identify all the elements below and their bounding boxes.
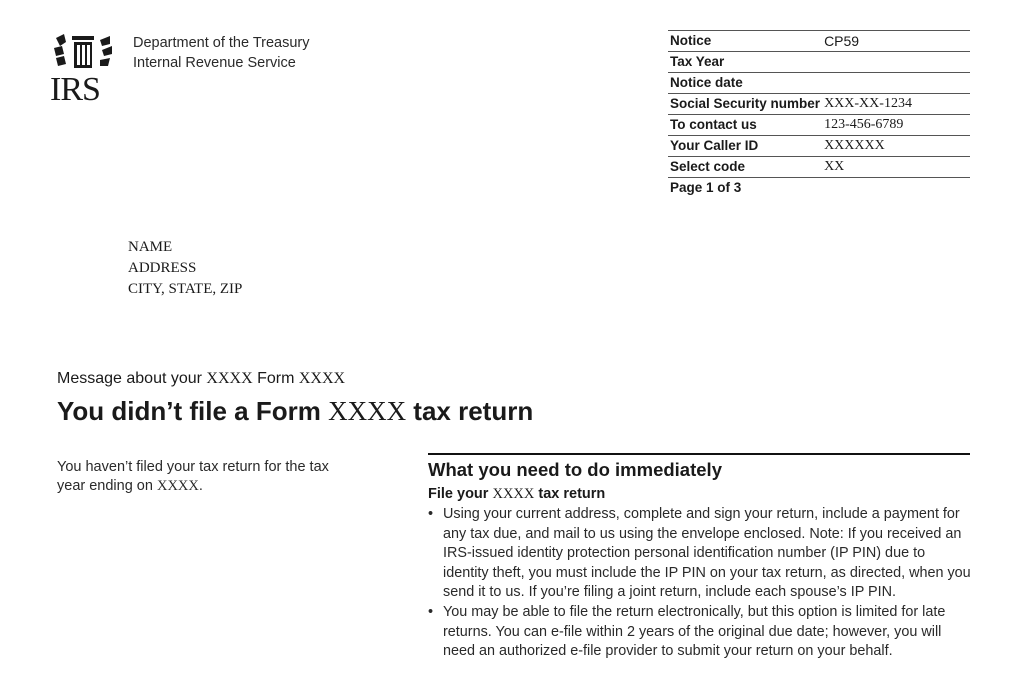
message-prefix: Message about your [57,370,207,387]
notice-info-label: Tax Year [668,52,822,73]
action-bullet-list [428,505,973,662]
notice-info-label: To contact us [668,115,822,136]
section-divider [428,453,970,455]
notice-info-row [668,157,970,178]
action-subtitle-prefix: File your [428,486,493,502]
list-item-text: Using your current address, complete and sign your return, include a payment for any tax due, and mail to us using the envelope enclosed. Note: If you received an IRS-issued identity protection personal identification number (IP PIN) due to identity theft, you must include the IP PIN on your tax return, as directed, when you send it to us. If you’re filing a joint return, include each spouse’s IP PIN. [443,506,971,601]
notice-info-label: Notice [668,31,822,52]
notice-info-label: Select code [668,157,822,178]
list-item-text: You may be able to file the return electronically, but this option is limited for late returns. You can e-file within 2 years of the original due date; however, you will need an authorized e-file provider to submit your return on your behalf. [443,603,946,660]
notice-info-label: Social Security number [668,94,822,115]
notice-info-value: XXX-XX-1234 [822,94,970,115]
notice-info-value: XXXXXX [822,136,970,157]
notice-info-value [822,73,970,94]
page-label-row [668,178,970,199]
message-middle: Form [252,370,299,387]
message-line [57,370,345,388]
bullet-dot: • [428,603,434,620]
notice-info-row [668,73,970,94]
notice-info-label: Your Caller ID [668,136,822,157]
action-title: What you need to do immediately [428,459,722,480]
agency-name [133,33,310,73]
notice-info-value: CP59 [822,31,970,52]
page-label: Page 1 of 3 [668,178,970,199]
notice-info-value: 123-456-6789 [822,115,970,136]
irs-logo-text: IRS [50,71,100,108]
notice-info-row [668,31,970,52]
address-street: ADDRESS [128,260,197,276]
summary-prefix: You haven’t filed your tax return for the tax year ending on [57,459,329,494]
notice-info-row [668,94,970,115]
agency-line-2: Internal Revenue Service [133,55,296,71]
notice-info-table [668,30,970,198]
notice-info-row [668,136,970,157]
message-year: XXXX [206,370,253,387]
agency-line-1: Department of the Treasury [133,35,310,51]
action-subtitle-year: XXXX [492,486,535,502]
notice-info-value: XX [822,157,970,178]
list-item [428,505,973,603]
recipient-address [128,237,242,300]
summary-suffix: . [198,478,203,494]
notice-info-value [822,52,970,73]
address-name: NAME [128,239,173,255]
action-subtitle [428,486,605,503]
action-subtitle-suffix: tax return [534,486,606,502]
notice-info-row [668,52,970,73]
headline-prefix: You didn’t file a Form [57,396,329,426]
address-city-state-zip: CITY, STATE, ZIP [128,281,243,297]
headline-form: XXXX [328,396,407,426]
message-form: XXXX [298,370,346,387]
summary-text [57,458,342,496]
headline-suffix: tax return [406,396,534,426]
bullet-dot: • [428,506,434,522]
notice-info-label: Notice date [668,73,822,94]
page-title [57,396,533,427]
list-item [428,603,973,662]
summary-year: XXXX [156,478,199,494]
notice-info-row [668,115,970,136]
